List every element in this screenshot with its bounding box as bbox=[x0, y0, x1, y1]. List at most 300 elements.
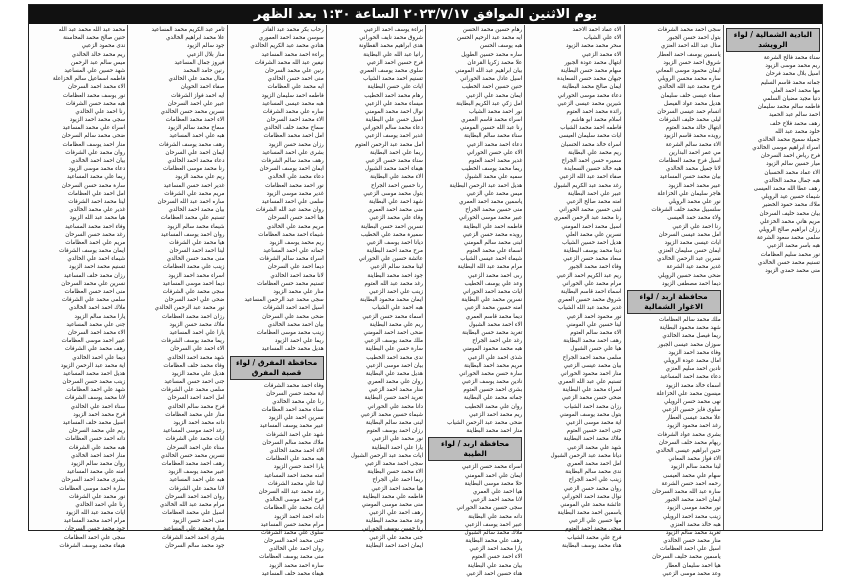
name-entry: دعاء محمد احمد المساعيد bbox=[660, 374, 721, 381]
name-entry: حنين ابراهيم عيسى الخالدي bbox=[655, 448, 721, 454]
name-entry: رزان ابراهيم صالح الرويلي bbox=[758, 226, 820, 233]
name-entry: ندى محمد سالم البطاينة bbox=[565, 469, 622, 476]
name-entry: رهف احمد علي الزعبي bbox=[369, 510, 423, 517]
name-entry: جود محمد سالم السرحان bbox=[165, 542, 225, 549]
name-entry: رنا حسين احمد الجراح bbox=[371, 182, 423, 189]
name-entry: غدير احمد حسن المساعيد bbox=[163, 182, 225, 189]
name-entry: اية محمد عبد الرحمن الزيود bbox=[60, 362, 126, 369]
name-entry: روان احمد علي الخالدي bbox=[268, 546, 324, 553]
name-entry: نسرين عبد الرحمن الخالدي bbox=[657, 256, 721, 263]
name-entry: شيماء احمد محمد العظامات bbox=[258, 231, 324, 238]
name-entry: وعد محمد محمد البطاينة bbox=[365, 518, 423, 525]
name-entry: ريما علي احمد البطاينة bbox=[369, 149, 423, 156]
name-entry: منار بلال الزعبي bbox=[186, 51, 225, 58]
name-entry: زينب محمد احمد الرويلي bbox=[662, 513, 721, 520]
name-entry: بشرى احمد حسين العتوم bbox=[463, 387, 523, 394]
name-entry: ايه محمد علي العظامات bbox=[267, 84, 324, 91]
name-entry: ملاك محمد احمد البطاينة bbox=[563, 436, 622, 443]
name-entry: الاء علي الشياب bbox=[583, 35, 622, 42]
name-entry: منار احمد محمود الحوراني bbox=[560, 370, 622, 377]
name-entry: اسراء محمد علي البطاينة bbox=[562, 387, 622, 394]
name-entry: صفاء احمد الحويان bbox=[180, 84, 225, 91]
name-entry: سميرة محمد علي الخطيب bbox=[360, 231, 423, 238]
name-entry: ايمان محمد علي الزعبي bbox=[466, 92, 523, 99]
name-entry: فاطمه احمد محمد الشياب bbox=[560, 125, 622, 132]
name-entry: فرح حسين احمد الزعبي bbox=[366, 59, 423, 66]
names-column bbox=[29, 25, 127, 549]
name-entry: هبه يوسف الحسن bbox=[480, 43, 523, 50]
name-entry: شروق محمد نايف الحوراني bbox=[359, 35, 423, 42]
name-entry: هبه باسر محمد الزعبي bbox=[767, 243, 820, 250]
name-entry: ضحى محمد علي السرحان bbox=[262, 313, 324, 320]
name-entry: ريما علي احمد الزيود bbox=[274, 338, 324, 345]
name-entry: بيان محمد احمد الخالدي bbox=[168, 207, 225, 214]
name-entry: ايمان احمد يوسف السرحان bbox=[259, 166, 324, 173]
name-entry: شهد علي احمد العظامات bbox=[66, 387, 126, 394]
name-entry: تسنيم محمد حسن الخالدي bbox=[757, 259, 820, 266]
name-entry: منى محمد احمد العمري bbox=[367, 207, 423, 214]
name-entry: ريما محمد يوسف الخطيب bbox=[461, 166, 523, 173]
name-entry: رغد محمد حسن السرحان bbox=[65, 231, 126, 238]
name-entry: جمانه محمد قاسم السليم bbox=[760, 79, 820, 86]
name-entry: سارة احمد محمد الزيود bbox=[269, 562, 324, 569]
name-entry: اسيل علي محمد العظامات bbox=[162, 510, 225, 517]
name-entry: نور محمد علي الشرفات bbox=[69, 493, 126, 500]
name-entry: هبه علي احمد المساعيد bbox=[169, 477, 225, 484]
name-entry: دانه احمد احمد الزيود bbox=[274, 513, 324, 520]
name-entry: ريهام محمد خلف السرحان bbox=[658, 439, 721, 446]
name-entry: سميره حسن احمد الجراح bbox=[561, 158, 622, 164]
name-entry: خلود محمد عبد الله bbox=[775, 128, 820, 135]
name-entry: هديل احمد حسين الشياب bbox=[562, 239, 622, 246]
name-entry: زينب محمد موسى العظامات bbox=[256, 329, 324, 336]
name-entry: اية محمد حسن السرحان bbox=[266, 390, 324, 397]
name-entry: الاء محمد حسن البطاينة bbox=[367, 469, 423, 476]
name-entry: الاء عماد احمد الاحمد bbox=[572, 27, 622, 33]
name-entry: عائشة محمد علي المومني bbox=[560, 501, 622, 508]
name-entry: غدير علي محمد الخالدي bbox=[69, 207, 126, 214]
name-entry: فاطمه علي محمد البطاينة bbox=[362, 493, 423, 500]
name-entry: وفاء علي محمد الزعبي bbox=[369, 215, 423, 222]
name-entry: سناء علي احمد السرحان bbox=[166, 444, 225, 451]
name-entry: نوال احمد محمد المومني bbox=[364, 108, 423, 115]
name-entry: سجى حسين محمد الحوراني bbox=[456, 505, 523, 512]
name-entry: ايه محمد عبد الرحيم الحسن bbox=[456, 35, 523, 42]
name-entry: ضحى احمد احمد المومني bbox=[363, 329, 423, 336]
name-entry: الاء محمد احمد السرحان bbox=[67, 84, 126, 91]
name-entry: هبه علي احمد المساعيد bbox=[169, 133, 225, 140]
name-entry: ضحى حسن محمد الزعبي bbox=[561, 395, 622, 402]
name-entry: اسيل علي احمد العظامات bbox=[659, 546, 721, 553]
name-entry: سلمى محمد علي الشرفات bbox=[61, 297, 126, 304]
name-entry: سماح محمد سالم الزيود bbox=[168, 125, 225, 132]
name-entry: شروق احمد حسن الزيود bbox=[663, 59, 721, 66]
name-entry: اسيل بلال محمد فرحان bbox=[765, 71, 820, 78]
name-entry: ربى احمد محمد الزعبي bbox=[468, 272, 523, 279]
name-entry: سلمى محمد احمد الجراح bbox=[562, 354, 622, 361]
name-entry: ضحى محمد حسين الرويلي bbox=[658, 272, 721, 279]
name-entry: فاطمه اسماعيل سالم الخزاعلة bbox=[52, 76, 126, 83]
name-entry: سجى احمد محمد الشرفات bbox=[657, 27, 721, 33]
name-entry: رويده محمد قاسم الزيود bbox=[663, 133, 721, 140]
name-entry: نور محمد سليم العظامات bbox=[760, 251, 820, 258]
name-entry: سجى علي احمد العظامات bbox=[63, 534, 126, 541]
name-entry: هيا احمد علي العمري bbox=[472, 488, 523, 495]
name-entry: فاطمه احمد علي البطاينة bbox=[463, 223, 523, 230]
name-entry: سجى محمد عبد الرحمن المساعيد bbox=[244, 297, 324, 304]
name-entry: رزان احمد محمد العظامات bbox=[161, 313, 225, 320]
name-entry: ايات محمد علي العظامات bbox=[263, 505, 324, 512]
name-entry: ايمان محمد محمود البطاينة bbox=[360, 297, 423, 304]
name-entry: سلسبيل محمد خلف الشرفات bbox=[651, 207, 721, 214]
name-entry: رزان محمد خلف المساعيد bbox=[63, 272, 126, 279]
name-entry: هناء حسين احمد الزعبي bbox=[466, 570, 523, 577]
name-entry: نسرين احمد علي الزيود bbox=[268, 415, 324, 422]
name-entry: اسراء محمد سالم الشرفات bbox=[259, 256, 324, 263]
name-entry: بيان احمد محمد الخالدي bbox=[267, 321, 324, 328]
name-entry: ريم علي محمد البطاينة bbox=[369, 321, 423, 328]
name-entry: ملاك محمد سالم الشبول bbox=[464, 529, 523, 536]
name-entry: سارة محمد حسن السرحان bbox=[61, 182, 126, 189]
name-entry: اسماء محمد حسن الزعبي bbox=[362, 313, 423, 320]
name-entry: امل احمد محمد العظامات bbox=[263, 133, 324, 140]
name-entry: زينب علي احمد الزعبي bbox=[369, 289, 423, 295]
name-entry: نور احمد محمد الشياب bbox=[468, 108, 523, 115]
name-entry: رحمه احمد حسن الشرعة bbox=[661, 480, 721, 487]
name-entry: هناء محمد يوسف البطاينة bbox=[562, 542, 622, 549]
name-entry: بتول احمد حسن الجبور bbox=[667, 35, 721, 42]
name-entry: نيفين عبد الله محمد الشرفات bbox=[254, 59, 324, 66]
name-entry: لينا محمد سالم الزعبي bbox=[370, 264, 423, 271]
name-entry: غدير محمد عبد الله الشياب bbox=[558, 305, 622, 312]
name-entry: لبنى محمد سالم البطاينة bbox=[365, 420, 423, 426]
name-entry: نسرين محمد علي البطاينة bbox=[461, 297, 523, 304]
name-entry: ابتهال خالد محمد العتوم bbox=[665, 125, 721, 132]
name-entry: نسرين علي محمد العلي bbox=[565, 231, 622, 238]
name-entry: هيا محمد علي الشرفات bbox=[169, 239, 225, 246]
name-entry: فرح محمد عبد الله الخالدي bbox=[657, 84, 721, 91]
name-entry: مرح محمد احمد البطاينة bbox=[366, 248, 423, 255]
name-entry: مها حسين علي الزعبي bbox=[568, 518, 622, 525]
name-entry: جنى محمد علي الزعبي bbox=[369, 534, 423, 541]
name-entry: منال عبد الله احمد العنزي bbox=[660, 43, 721, 50]
name-entry: هديل محمد خلف المساعيد bbox=[261, 346, 324, 353]
name-entry: رويده محمد حسن الزعبي bbox=[462, 231, 523, 238]
name-entry: مرام محمد عبد الله البطاينة bbox=[457, 264, 523, 271]
name-entry: رغد محمد عبد الكريم الشبول bbox=[553, 182, 622, 189]
name-entry: دنيا مجيد مضيان السلمي bbox=[762, 95, 820, 102]
name-entry: نسرين محمد حسن الخالدي bbox=[160, 108, 225, 115]
name-entry: دعاء محمد احمد الخالدي bbox=[167, 158, 225, 164]
name-entry: سلوى محمد يوسف العمري bbox=[359, 67, 423, 74]
name-entry: تغريد محمد حسن البطاينة bbox=[462, 329, 523, 336]
name-entry: هديل احمد محمد المساعيد bbox=[63, 370, 126, 377]
name-entry: بيان محمد حسن المساعيد bbox=[659, 174, 721, 181]
name-entry: لينا حسين علي المومني bbox=[566, 321, 622, 328]
name-entry: هيفاء احمد محمد الشبول bbox=[365, 166, 423, 173]
name-entry: ايات محمد احمد الحوراني bbox=[462, 289, 523, 295]
name-entry: اسماء خالد محمد الزيود bbox=[665, 382, 721, 389]
name-entry: ضحى محمد سالم السرحان bbox=[61, 133, 126, 140]
name-entry: روان محمد حسن الزعبي bbox=[563, 485, 622, 492]
name-entry: روان محمد عبد الله الشرفات bbox=[255, 207, 324, 214]
name-entry: اسراء محمد قاسم العمري bbox=[461, 117, 523, 124]
name-entry: جود محمد حسن السرحان bbox=[64, 526, 126, 533]
name-entry: جنى احمد حسين العتوم bbox=[566, 428, 622, 435]
names-table bbox=[29, 25, 822, 577]
name-entry: سهام محمد حسن البطاينة bbox=[560, 67, 622, 74]
date-time-banner: يوم الاثنين الموافق ٢٠٢٣/٧/١٧ الساعة ١:٣٠ بعد الظهر bbox=[29, 5, 822, 24]
name-entry: اسيل احمد احمد الشرفات bbox=[262, 305, 324, 312]
name-entry: سناء محمد احمد العظامات bbox=[261, 407, 324, 414]
names-column bbox=[326, 25, 425, 549]
name-entry: ريما احمد علي الجراح bbox=[372, 477, 423, 484]
name-entry: رهف علي محمد البطاينة bbox=[465, 538, 523, 545]
name-entry: يارا محمد سالم الزيود bbox=[74, 313, 126, 320]
name-entry: عبير احمد يوسف الزعبي bbox=[464, 521, 523, 528]
name-entry: منار علي محمد العظامات bbox=[165, 411, 225, 418]
name-entry: علا محمد ابراهيم الخالدي bbox=[166, 35, 225, 42]
name-entry: عبير علي احمد البطاينة bbox=[567, 190, 622, 197]
name-entry: منار احمد يوسف العظامات bbox=[62, 141, 126, 148]
names-column bbox=[425, 25, 524, 577]
name-entry: امل احمد احمد السرحان bbox=[167, 395, 225, 402]
name-entry: نسرين علي محمد السرحان bbox=[61, 280, 126, 287]
name-entry: هيا محمد احمد الزعبي bbox=[371, 485, 423, 492]
name-entry: شيرين محمد عيسى الزعبي bbox=[557, 100, 622, 107]
name-entry: هبه محمد علي العظامات bbox=[265, 456, 324, 463]
name-entry: رغد احمد موسى المساعيد bbox=[163, 428, 225, 435]
name-entry: منى محمد موسى المومني bbox=[361, 501, 423, 508]
name-entry: ديانا احمد يوسف الزعبي bbox=[366, 239, 423, 246]
name-entry: رهف محمد يوسف الشرفات bbox=[159, 141, 225, 148]
name-entry: فيروز جمال المساعيد bbox=[174, 59, 225, 66]
name-entry: ديما محمد قاسم العمري bbox=[465, 313, 523, 320]
name-entry: تسنيم محمد حسن العظامات bbox=[257, 280, 324, 287]
name-entry: نور محمود احمد الزعبي bbox=[566, 313, 622, 320]
name-entry: ديما احمد علي السرحان bbox=[267, 264, 324, 271]
name-entry: ملاك محمد حمود الخضير bbox=[762, 202, 820, 209]
name-entry: مريم محمد علي الخالدي bbox=[266, 223, 324, 230]
name-entry: الاء محمد احمد السرحان bbox=[67, 329, 126, 336]
name-entry: جود سالم الزيود bbox=[187, 43, 225, 50]
name-entry: غدير محمد عيد الشرعة bbox=[666, 264, 721, 271]
name-entry: عائشة حسين علي الحوراني bbox=[358, 256, 423, 263]
name-entry: مريم محمد احمد البطاينة bbox=[464, 362, 523, 369]
name-entry: رنا علي محمد الخالدي bbox=[272, 398, 324, 405]
name-entry: غدير محمد احمد العتوم bbox=[468, 158, 523, 164]
name-entry: ميس محمد علي الزعبي bbox=[466, 190, 523, 197]
name-entry: سناء محمد حسن الزعبي bbox=[365, 158, 423, 164]
name-entry: رنين علي محمد السرحان bbox=[264, 67, 324, 74]
name-entry: غدير احمد يوسف الزعبي bbox=[365, 133, 423, 140]
name-entry: فاطمه احمد سليمان الزيود bbox=[261, 92, 324, 99]
name-entry: جود احمد محمد البطاينة bbox=[367, 272, 423, 279]
name-entry: دعاء محمد علي الخالدي bbox=[268, 174, 324, 181]
name-entry: يارا علي احمد البطاينة bbox=[371, 444, 423, 451]
name-entry: ايمان محمد يوسف الشرفات bbox=[59, 248, 126, 255]
name-entry: هيا محمد عبد الله الزيود bbox=[69, 215, 126, 222]
names-column bbox=[624, 25, 723, 577]
name-entry: روان علي محمد العمري bbox=[367, 379, 423, 386]
name-entry: شهد احمد علي البطاينة bbox=[368, 198, 423, 205]
name-entry: سلوى فايز حسين الزعبي bbox=[662, 407, 721, 414]
name-entry: رنين حامد المحمد bbox=[183, 67, 225, 74]
name-entry: رنا احمد علي الزعبي bbox=[672, 223, 721, 230]
name-entry: روان علي محمد الخطيب bbox=[464, 403, 523, 410]
name-entry: رنا محمد عبد الرحمن العمري bbox=[553, 215, 622, 222]
name-entry: بشرى محمد احمد السرحان bbox=[61, 477, 126, 484]
name-entry: صفاء احمد عبد الله الزعبي bbox=[559, 174, 622, 181]
name-entry: دانه محمد احمد الزيود bbox=[173, 420, 225, 426]
name-entry: وفاء احمد محمد المساعيد bbox=[65, 223, 126, 230]
name-entry: رنا احمد علي الخالدي bbox=[75, 108, 126, 115]
name-entry: منى احمد حسن الخالدي bbox=[267, 76, 324, 83]
name-entry: يارا محمد احمد الزعبي bbox=[469, 546, 523, 553]
name-entry: سارة محمد علي المساعيد bbox=[163, 526, 225, 533]
name-entry: ريم علي محمد السرحان bbox=[68, 428, 126, 435]
name-entry: رغد احمد محمود الزيود bbox=[667, 423, 721, 430]
name-entry: لانا جميل محمد الخالدي bbox=[665, 166, 721, 173]
document-page bbox=[28, 4, 823, 577]
name-entry: فرح رياض احمد السرحان bbox=[760, 153, 820, 160]
name-entry: رنا حسين يوسف الحوراني bbox=[362, 526, 423, 533]
name-entry: سهام علي محمد العيسى bbox=[663, 472, 721, 479]
name-entry: شهد علي احمد الشرفات bbox=[266, 431, 324, 438]
name-entry: رغد علي احمد الجراح bbox=[472, 338, 523, 345]
name-entry: هبه محمد علي الشرفات bbox=[68, 444, 126, 451]
name-entry: نور علي محمد الرويلي bbox=[668, 198, 721, 205]
name-entry: زينب علي محمد العظامات bbox=[162, 264, 225, 271]
name-entry: سلوى علي محمد الشرفات bbox=[261, 529, 324, 536]
name-entry: امل زكي عبد الكريم البطاينة bbox=[456, 100, 523, 107]
name-entry: ملاك محمد حسن الزيود bbox=[169, 321, 225, 328]
name-entry: مرام محمد علي الحوراني bbox=[562, 280, 622, 287]
name-entry: ديما علي احمد الخالدي bbox=[72, 354, 126, 361]
name-entry: لبنى محمد سالم المومني bbox=[463, 239, 523, 246]
name-entry: اسراء ابراهيم موسى الخالدي bbox=[752, 145, 820, 152]
name-entry: روان احمد يوسف المساعيد bbox=[160, 231, 225, 238]
name-entry: وعد محمد موسى الزعبي bbox=[662, 570, 721, 577]
name-entry: سجى محمد علي الشرفات bbox=[162, 289, 225, 295]
name-entry: ايمان حسن سليمان العنزي bbox=[658, 248, 721, 255]
name-entry: امنه حسين محمد الزعبي bbox=[464, 305, 523, 312]
name-entry: ريم علي محمد الزيود bbox=[175, 174, 225, 181]
name-entry: هبه جمال محمد الخالدي bbox=[764, 177, 820, 184]
name-entry: مريم علي احمد العظامات bbox=[65, 239, 126, 246]
name-entry: فاطمه سالم محمد سليمان bbox=[757, 104, 820, 111]
name-entry: ديما احمد موسى المساعيد bbox=[162, 280, 225, 287]
name-entry: الاء احمد محمد الخالدي bbox=[269, 448, 324, 454]
name-entry: اية محمد موسى الزعبي bbox=[566, 420, 622, 426]
name-entry: دعاء محمد موسى الحوراني bbox=[557, 92, 622, 99]
name-entry: لانا محمد علي الشرفات bbox=[169, 485, 225, 492]
name-entry: الاء فواز محمد المعاني bbox=[668, 456, 721, 463]
name-entry: شيماء احمد عيسى الشياب bbox=[460, 256, 523, 263]
name-entry: سجى محمد احمد الزيود bbox=[69, 117, 126, 124]
name-entry: دعاء محمد موسى الزيود bbox=[68, 166, 126, 173]
name-entry: روان محمد علي الشرفات bbox=[65, 149, 126, 156]
name-entry: ايات محمد عبد الرحمن الشبول bbox=[350, 452, 423, 459]
name-entry: حنين صالح محمد المحاسنة bbox=[63, 35, 126, 42]
name-entry: منى حسين محمد الجراح bbox=[465, 207, 523, 214]
name-entry: سعاد محمد حسن الزعبي bbox=[563, 256, 622, 263]
name-entry: امل احمد محمد العمري bbox=[566, 460, 622, 467]
name-entry: ريما فيصل محمد الخالدي bbox=[662, 333, 721, 340]
name-entry: رغد محمد عبد الله العتوم bbox=[364, 280, 423, 287]
name-entry: ايمان احمد احمد البطاينة bbox=[365, 542, 423, 549]
name-entry: سناء محمد فالح الشرعة bbox=[763, 55, 820, 61]
name-entry: جنى علي محمد المساعيد bbox=[66, 321, 126, 328]
name-entry: امال محمد عودة الرويلي bbox=[663, 357, 721, 364]
name-entry: اسيل فرج محمد العظامات bbox=[658, 158, 721, 164]
names-column bbox=[723, 25, 822, 530]
name-entry: امل محمد عيسى السرحان bbox=[658, 231, 721, 238]
name-entry: ساره احمد عبد الله السرحان bbox=[157, 198, 225, 205]
name-entry: بيان محمد علي البطاينة bbox=[467, 562, 523, 569]
name-entry: جنى احمد حسن المساعيد bbox=[164, 379, 225, 386]
name-entry: ريم محمد يوسف الزيود bbox=[269, 239, 324, 246]
name-entry: منى محمد يوسف العظامات bbox=[259, 554, 324, 561]
name-entry: الاء محمد سالم العتوم bbox=[570, 329, 622, 336]
name-entry: مريم هاني محمد الخزعلي bbox=[759, 218, 820, 225]
name-entry: شيماء حسين عيد الرويلي bbox=[761, 194, 820, 201]
name-entry: ريما علي محمد المساعيد bbox=[66, 174, 126, 181]
name-entry: جمانه علي احمد المساعيد bbox=[263, 248, 324, 255]
name-entry: حلا محمد موسى البطاينة bbox=[464, 480, 523, 487]
name-entry: ياسمين احمد محمد البطاينة bbox=[557, 510, 622, 517]
name-entry: ياسمين محمد خليف السرحان bbox=[652, 554, 721, 561]
name-entry: الاء عماد محمد الحسبان bbox=[764, 169, 820, 176]
name-entry: شيماء احمد علي الخالدي bbox=[67, 256, 126, 263]
name-entry: ايمان احمد علي السرحان bbox=[165, 149, 225, 156]
name-entry: نهى محمد حسن الرويلي bbox=[664, 398, 721, 405]
name-entry: اسماء علي محمد العتوم bbox=[466, 248, 523, 255]
name-entry: منار علي محمد الزيود bbox=[273, 289, 324, 295]
name-entry: منار احمد محمد البطاينة bbox=[466, 428, 523, 435]
name-entry: روان احمد احمد السرحان bbox=[165, 493, 225, 500]
name-entry: جمانه محمد علي البطاينة bbox=[463, 395, 523, 402]
name-entry: سلمى محمد سعود الشرعة bbox=[757, 235, 820, 242]
name-entry: رهف محمد سالم الشرفات bbox=[261, 158, 324, 164]
name-entry: ياسمين يوسف احمد العطار bbox=[657, 51, 721, 58]
name-entry: لينا علي محمد الشرفات bbox=[268, 480, 324, 487]
name-entry: لينا احمد احمد السرحان bbox=[169, 248, 225, 255]
name-entry: فرح محمد احمد الزيود bbox=[73, 411, 126, 418]
name-entry: اسيل محمد خلف المساعيد bbox=[62, 420, 126, 426]
name-entry: دعاء احمد محمد الزعبي bbox=[466, 141, 523, 148]
name-entry: مرام محمد عبد الله الخالدي bbox=[159, 501, 225, 508]
name-entry: ايات علي حسن البطاينة bbox=[367, 84, 423, 91]
name-entry: وفاء محمد احمد الزيود bbox=[668, 349, 721, 356]
name-entry: ثامر عبد الكريم محمد المساعيد bbox=[151, 27, 225, 33]
name-entry: رنا علي احمد الخالدي bbox=[75, 501, 126, 508]
name-entry: الاء محمد سالم الشرعة bbox=[665, 141, 721, 148]
name-entry: شهد علي محمد الزعبي bbox=[567, 444, 622, 451]
name-entry: تسنيم محمد احمد الزيود bbox=[69, 264, 126, 271]
name-entry: عبير احمد موسى العظامات bbox=[61, 338, 126, 345]
name-entry: لانا محمد يوسف الشرفات bbox=[64, 395, 126, 402]
name-entry: شذى احمد علي الزعبي bbox=[467, 354, 523, 361]
name-entry: يارا احمد حسن الزيود bbox=[273, 464, 324, 471]
name-entry: امل احمد علي العظامات bbox=[67, 190, 126, 197]
name-entry: شهد حسين علي المساعيد bbox=[64, 67, 126, 74]
name-entry: اسراء محمد احمد الزيود bbox=[168, 272, 225, 279]
name-entry: رهف محمد فلاح خلف bbox=[769, 120, 820, 127]
name-entry: براءة احمد محمد المساعيد bbox=[261, 51, 324, 58]
name-entry: هديل احمد عبد الرحمن البطاينة bbox=[449, 182, 523, 189]
name-entry: ميسون محمد علي الخزاعلة bbox=[656, 390, 721, 397]
